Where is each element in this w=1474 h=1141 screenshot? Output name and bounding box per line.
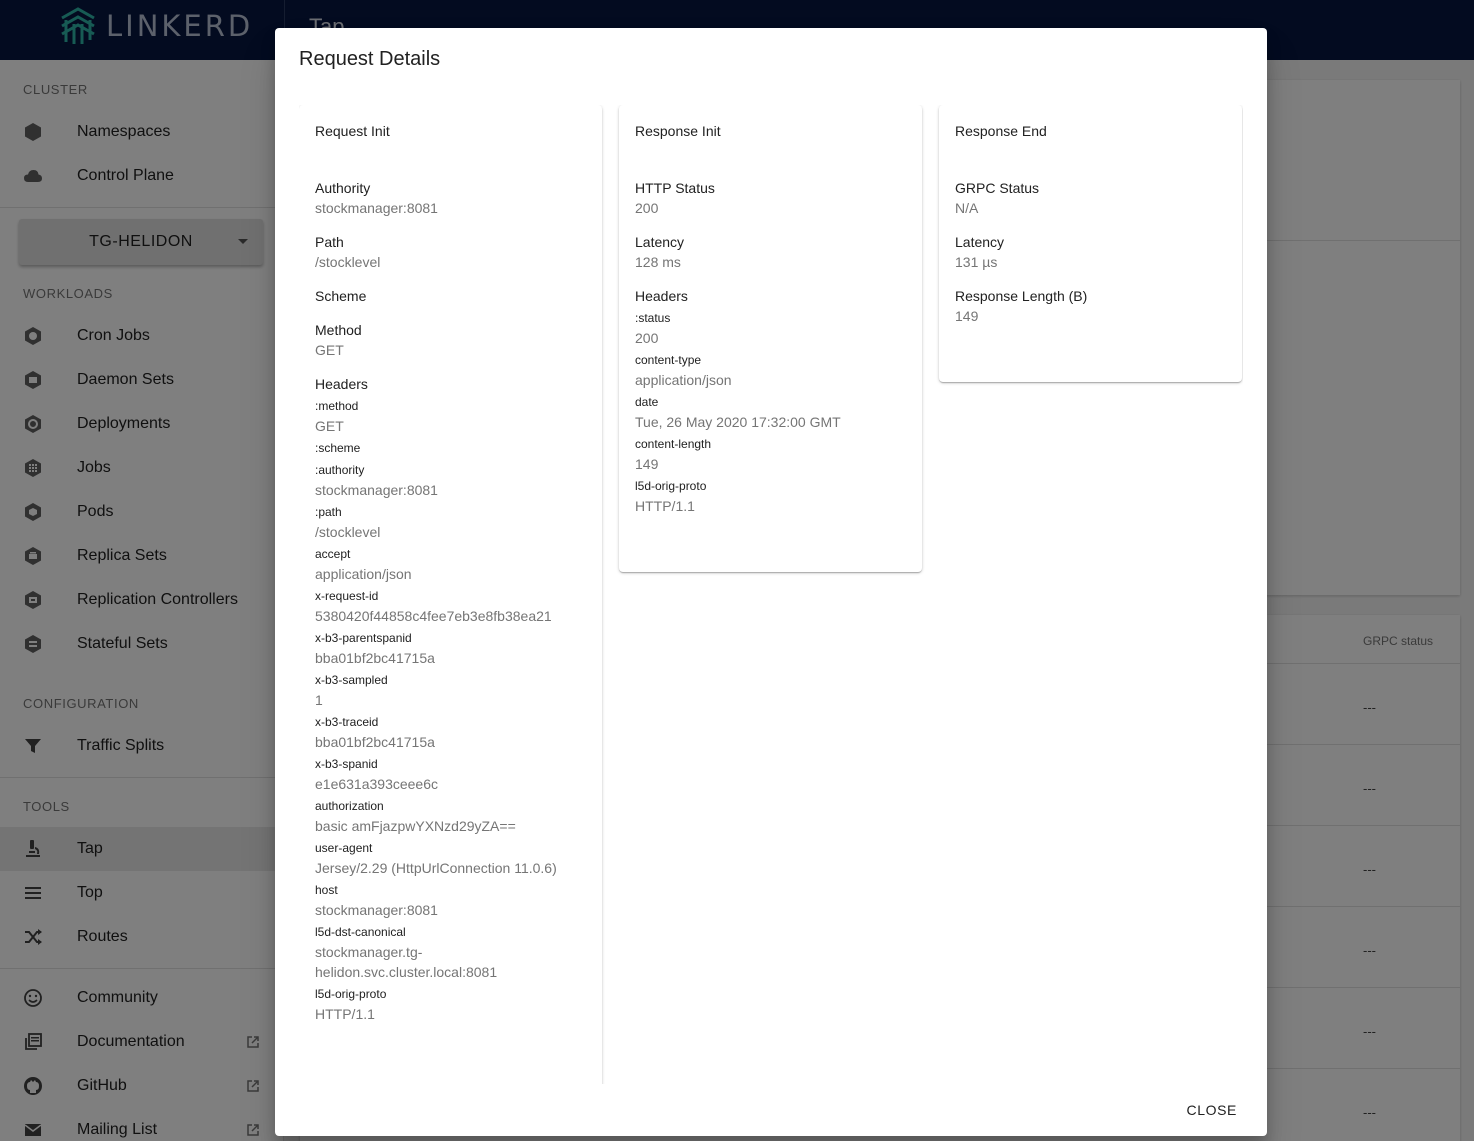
- header-key: l5d-orig-proto: [635, 479, 707, 493]
- http-status-field: [635, 178, 906, 218]
- header-value: bba01bf2bc41715a: [315, 650, 435, 666]
- header-item: [315, 502, 586, 542]
- header-value: 200: [635, 330, 659, 346]
- path-field: [315, 232, 586, 272]
- header-key: :scheme: [315, 441, 361, 455]
- field-label: Path: [315, 234, 344, 250]
- response-length-field: [955, 286, 1226, 326]
- response-init-card: [619, 105, 922, 572]
- header-item: [315, 586, 586, 626]
- header-item: [635, 308, 906, 348]
- header-item: [635, 434, 906, 474]
- field-label: Response Length (B): [955, 288, 1088, 304]
- field-label: GRPC Status: [955, 180, 1040, 196]
- field-label: Headers: [635, 288, 688, 304]
- header-key: date: [635, 395, 659, 409]
- header-item: [315, 438, 586, 458]
- field-value: 149: [955, 308, 979, 324]
- field-label: Authority: [315, 180, 371, 196]
- response-headers: [635, 286, 906, 516]
- header-key: x-b3-traceid: [315, 715, 379, 729]
- request-details-dialog: [275, 28, 1267, 1136]
- response-end-card: [939, 105, 1242, 382]
- header-key: x-request-id: [315, 589, 379, 603]
- header-value: HTTP/1.1: [315, 1006, 375, 1022]
- header-key: :authority: [315, 463, 365, 477]
- header-value: stockmanager:8081: [315, 482, 438, 498]
- latency-field: [635, 232, 906, 272]
- header-value: 5380420f44858c4fee7eb3e8fb38ea21: [315, 608, 552, 624]
- header-key: x-b3-spanid: [315, 757, 378, 771]
- header-item: [315, 754, 586, 794]
- header-item: [315, 712, 586, 752]
- header-item: [315, 628, 586, 668]
- header-item: [315, 880, 586, 920]
- header-key: l5d-orig-proto: [315, 987, 387, 1001]
- header-item: [315, 984, 586, 1024]
- field-value: stockmanager:8081: [315, 200, 438, 216]
- dialog-content[interactable]: [299, 105, 1243, 1084]
- scheme-field: [315, 286, 586, 306]
- request-headers: [315, 374, 586, 1024]
- header-value: bba01bf2bc41715a: [315, 734, 435, 750]
- field-label: Latency: [955, 234, 1005, 250]
- field-value: GET: [315, 342, 344, 358]
- field-value: 131 µs: [955, 254, 998, 270]
- field-label: Headers: [315, 376, 368, 392]
- request-header-list: [315, 396, 586, 1024]
- field-label: Scheme: [315, 288, 367, 304]
- header-value: Jersey/2.29 (HttpUrlConnection 11.0.6): [315, 860, 557, 876]
- header-key: x-b3-parentspanid: [315, 631, 412, 645]
- header-item: [315, 670, 586, 710]
- header-value: 1: [315, 692, 323, 708]
- header-key: user-agent: [315, 841, 373, 855]
- header-value: 149: [635, 456, 659, 472]
- header-item: [315, 544, 586, 584]
- request-init-card: [299, 105, 602, 1084]
- header-value: basic amFjazpwYXNzd29yZA==: [315, 818, 516, 834]
- header-item: [315, 396, 586, 436]
- card-title: Request Init: [315, 123, 390, 139]
- header-key: accept: [315, 547, 351, 561]
- field-value: 128 ms: [635, 254, 681, 270]
- header-key: authorization: [315, 799, 384, 813]
- header-item: [635, 476, 906, 516]
- grpc-status-field: [955, 178, 1226, 218]
- field-value: 200: [635, 200, 659, 216]
- latency-field: [955, 232, 1226, 272]
- method-field: [315, 320, 586, 360]
- response-header-list: [635, 308, 906, 516]
- close-button[interactable]: CLOSE: [1186, 1102, 1237, 1118]
- header-value: GET: [315, 418, 344, 434]
- header-key: l5d-dst-canonical: [315, 925, 406, 939]
- header-value: /stocklevel: [315, 524, 381, 540]
- header-item: [315, 796, 586, 836]
- card-title: Response Init: [635, 123, 721, 139]
- header-key: :path: [315, 505, 342, 519]
- header-item: [315, 838, 586, 878]
- header-item: [635, 350, 906, 390]
- header-key: :status: [635, 311, 671, 325]
- header-key: content-length: [635, 437, 712, 451]
- header-item: [315, 460, 586, 500]
- authority-field: [315, 178, 586, 218]
- dialog-title: Request Details: [299, 48, 441, 70]
- header-value: stockmanager:8081: [315, 902, 438, 918]
- header-item: [315, 922, 586, 982]
- field-label: Method: [315, 322, 362, 338]
- field-value: /stocklevel: [315, 254, 381, 270]
- header-value: HTTP/1.1: [635, 498, 695, 514]
- header-key: x-b3-sampled: [315, 673, 388, 687]
- field-label: HTTP Status: [635, 180, 715, 196]
- card-title: Response End: [955, 123, 1047, 139]
- header-value: e1e631a393ceee6c: [315, 776, 439, 792]
- header-item: [635, 392, 906, 432]
- header-value: application/json: [635, 372, 732, 388]
- header-value: stockmanager.tg-helidon.svc.cluster.local:8081: [315, 944, 498, 980]
- header-key: :method: [315, 399, 359, 413]
- header-key: content-type: [635, 353, 702, 367]
- field-value: N/A: [955, 200, 979, 216]
- header-value: application/json: [315, 566, 412, 582]
- field-label: Latency: [635, 234, 685, 250]
- header-value: Tue, 26 May 2020 17:32:00 GMT: [635, 414, 841, 430]
- header-key: host: [315, 883, 338, 897]
